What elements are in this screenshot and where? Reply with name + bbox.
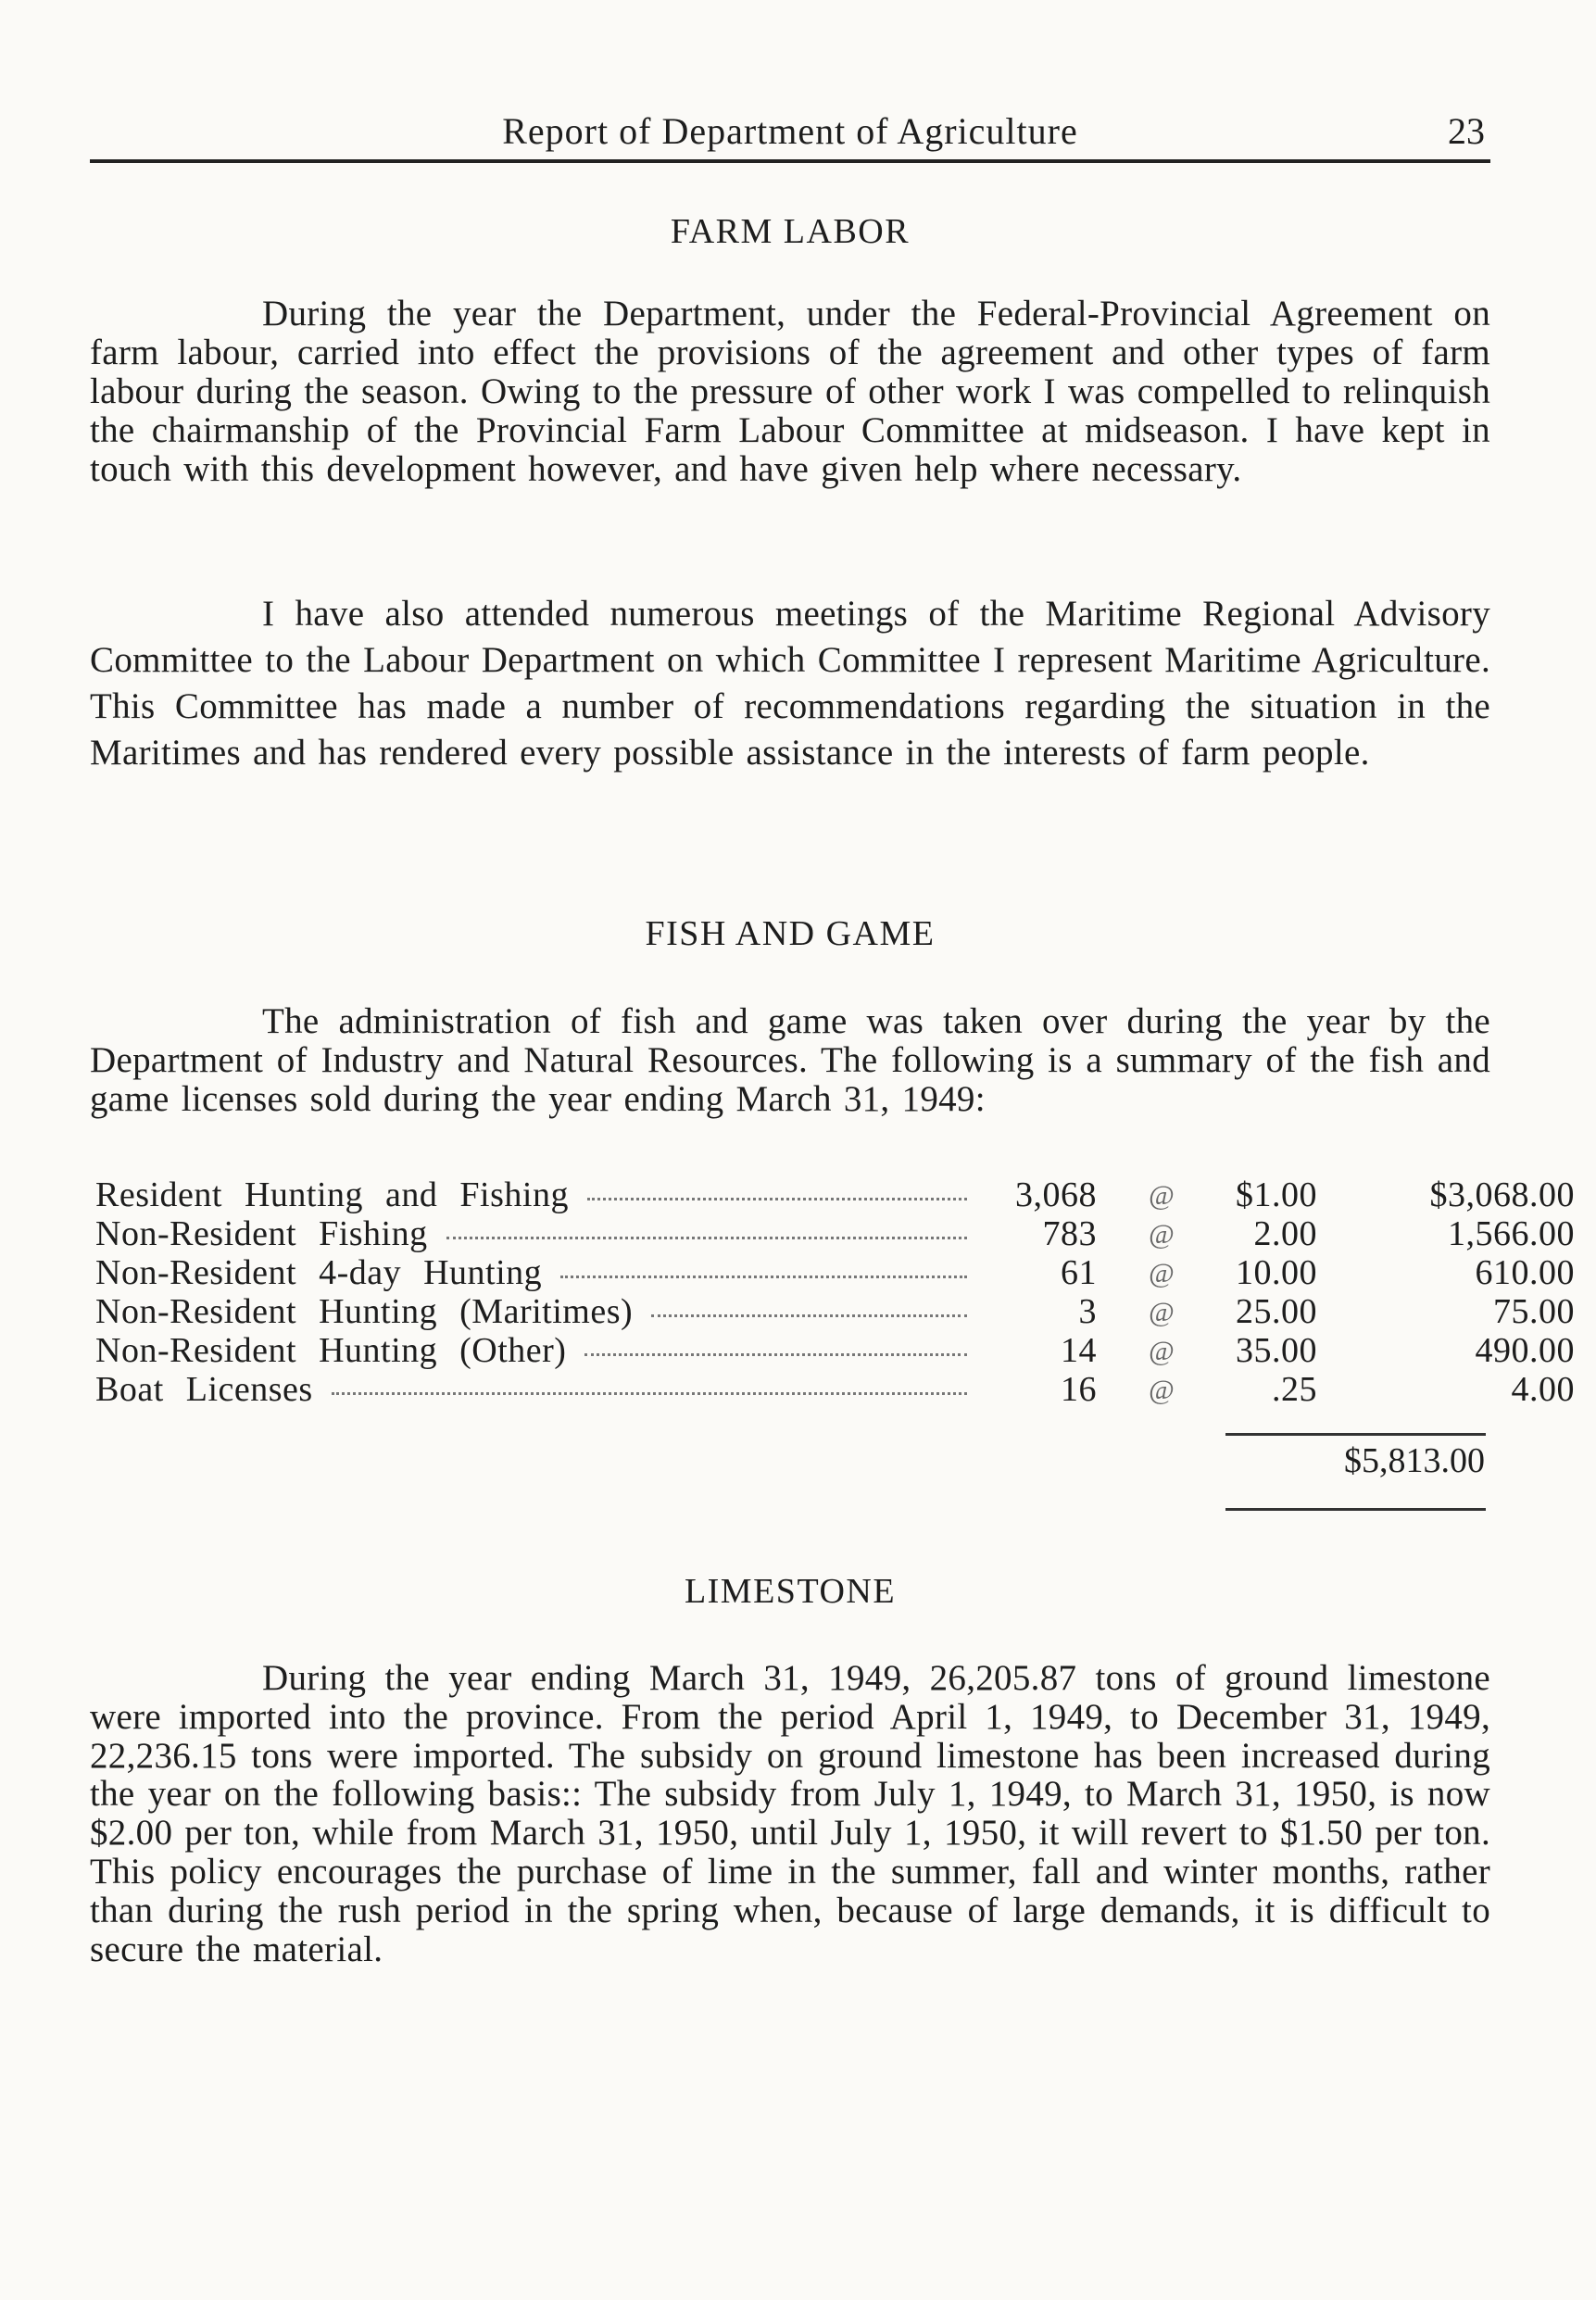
license-name: Non-Resident Hunting (Maritimes) bbox=[95, 1292, 634, 1331]
at-sign: @ bbox=[1148, 1258, 1175, 1288]
license-row bbox=[90, 1175, 1575, 1214]
license-total: $5,813.00 bbox=[1344, 1441, 1485, 1480]
license-rate: .25 bbox=[1272, 1370, 1317, 1409]
at-sign: @ bbox=[1148, 1219, 1175, 1250]
license-name: Non-Resident Fishing bbox=[95, 1214, 428, 1253]
dot-leader bbox=[584, 1353, 967, 1356]
fish-and-game-paragraph: The administration of fish and game was taken over during the year by the Department of Industry and Natural Resources. The following is a summary of the fish and game licenses sold during the year ending March 31, 1949: bbox=[90, 1001, 1490, 1119]
license-table bbox=[90, 1175, 1575, 1409]
license-row bbox=[90, 1252, 1575, 1292]
license-quantity: 3,068 bbox=[1015, 1175, 1097, 1214]
license-rate: $1.00 bbox=[1236, 1175, 1317, 1214]
at-sign: @ bbox=[1148, 1180, 1175, 1211]
license-row bbox=[90, 1369, 1575, 1409]
dot-leader bbox=[446, 1237, 967, 1239]
running-header bbox=[90, 104, 1490, 163]
farm-labor-paragraph-2: I have also attended numerous meetings of the Maritime Regional Advisory Committee to the Labour Department on which Committee I represent Maritime Agriculture. This Committee has made a number of recommendations regarding the situation in the Maritimes and has rendered every possible assistance in the interests of farm people. bbox=[90, 594, 1490, 773]
license-quantity: 61 bbox=[1061, 1253, 1097, 1292]
header-title: Report of Department of Agriculture bbox=[502, 110, 1078, 152]
license-row bbox=[90, 1291, 1575, 1331]
license-rate: 2.00 bbox=[1253, 1214, 1317, 1253]
license-rate: 25.00 bbox=[1236, 1292, 1317, 1331]
license-name-cell bbox=[95, 1175, 971, 1215]
heading-limestone: LIMESTONE bbox=[684, 1572, 897, 1611]
license-name-cell bbox=[95, 1252, 971, 1293]
total-rule-top bbox=[1225, 1433, 1486, 1436]
license-row bbox=[90, 1213, 1575, 1253]
license-quantity: 3 bbox=[1078, 1292, 1097, 1331]
license-rate: 10.00 bbox=[1236, 1253, 1317, 1292]
license-rate: 35.00 bbox=[1236, 1331, 1317, 1370]
license-row bbox=[90, 1330, 1575, 1370]
license-amount: 75.00 bbox=[1493, 1292, 1575, 1331]
license-name-cell bbox=[95, 1291, 971, 1332]
license-amount: 490.00 bbox=[1475, 1331, 1575, 1370]
license-name-cell bbox=[95, 1369, 971, 1410]
license-name-cell bbox=[95, 1330, 971, 1371]
license-amount: 1,566.00 bbox=[1448, 1214, 1575, 1253]
license-name: Resident Hunting and Fishing bbox=[95, 1175, 569, 1214]
at-sign: @ bbox=[1148, 1336, 1175, 1366]
dot-leader bbox=[651, 1314, 967, 1317]
license-name: Boat Licenses bbox=[95, 1370, 313, 1409]
dot-leader bbox=[332, 1392, 967, 1395]
page-number: 23 bbox=[1448, 110, 1485, 152]
license-name: Non-Resident Hunting (Other) bbox=[95, 1331, 567, 1370]
license-name-cell bbox=[95, 1213, 971, 1254]
license-quantity: 783 bbox=[1042, 1214, 1097, 1253]
license-quantity: 14 bbox=[1061, 1331, 1097, 1370]
license-name: Non-Resident 4-day Hunting bbox=[95, 1253, 543, 1292]
heading-fish-and-game: FISH AND GAME bbox=[645, 914, 936, 953]
license-amount: 610.00 bbox=[1475, 1253, 1575, 1292]
heading-farm-labor: FARM LABOR bbox=[670, 212, 911, 251]
license-amount: $3,068.00 bbox=[1429, 1175, 1575, 1214]
total-rule-bottom bbox=[1225, 1508, 1486, 1511]
dot-leader bbox=[560, 1276, 967, 1278]
limestone-paragraph: During the year ending March 31, 1949, 26,205.87 tons of ground limestone were imported into the province. From the period April 1, 1949, to December 31, 1949, 22,236.15 tons were imported. The subsidy on ground limestone has been increased during the year on the following basis:: The subsidy from July 1, 1949, to March 31, 1950, is now $2.00 per ton, while from March 31, 1950, until July 1, 1950, it will revert to $1.50 per ton. This policy encourages the purchase of lime in the summer, fall and winter months, rather than during the rush period in the spring when, because of large demands, it is difficult to secure the material. bbox=[90, 1658, 1490, 1969]
farm-labor-paragraph-1: During the year the Department, under the Federal-Provincial Agreement on farm labour, carried into effect the provisions of the agreement and other types of farm labour during the season. Owing to the pressure of other work I was compelled to relinquish the chairmanship of the Provincial Farm Labour Committee at midseason. I have kept in touch with this development however, and have given help where necessary. bbox=[90, 294, 1490, 489]
dot-leader bbox=[587, 1198, 967, 1200]
license-quantity: 16 bbox=[1061, 1370, 1097, 1409]
at-sign: @ bbox=[1148, 1375, 1175, 1405]
at-sign: @ bbox=[1148, 1297, 1175, 1327]
license-amount: 4.00 bbox=[1511, 1370, 1575, 1409]
